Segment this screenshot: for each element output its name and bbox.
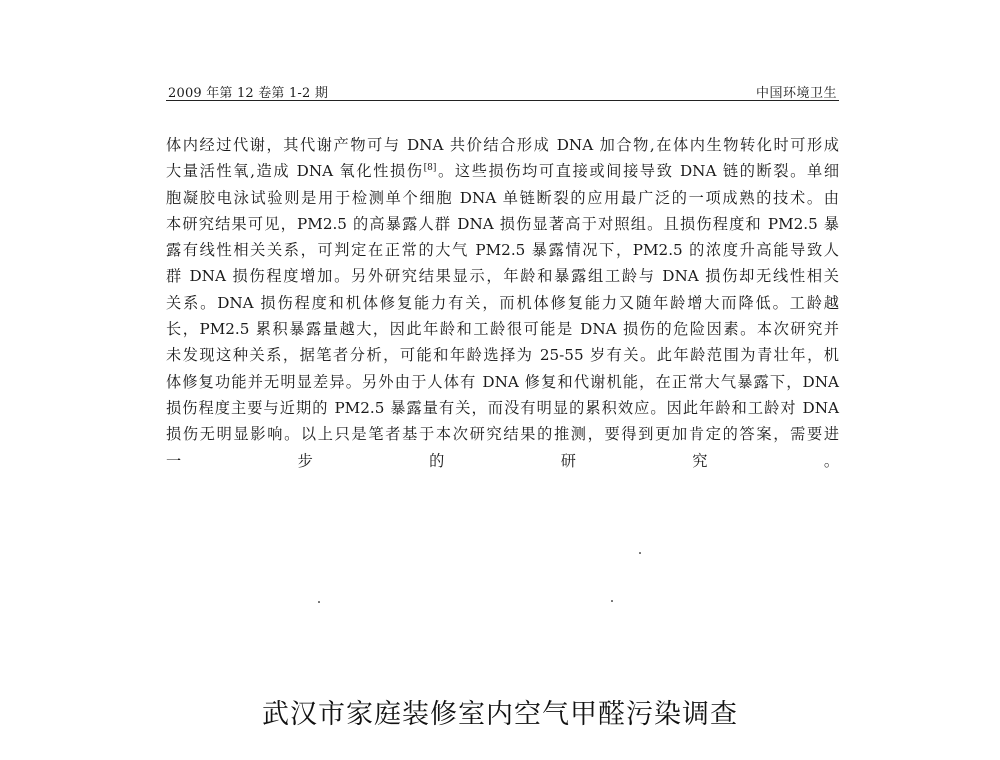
body-line-part: 大量活性氧,造成 DNA 氧化性损伤 bbox=[166, 162, 424, 181]
body-line: 露有线性相关关系，可判定在正常的大气 PM2.5 暴露情况下，PM2.5 的浓度升高能导致人 bbox=[166, 241, 839, 260]
scan-speck bbox=[611, 600, 613, 602]
body-line: 胞凝胶电泳试验则是用于检测单个细胞 DNA 单链断裂的应用最广泛的一项成熟的技术。由 bbox=[166, 188, 839, 207]
body-line: 损伤无明显影响。以上只是笔者基于本次研究结果的推测，要得到更加肯定的答案，需要进 bbox=[166, 425, 839, 444]
body-line: 本研究结果可见，PM2.5 的高暴露人群 DNA 损伤显著高于对照组。且损伤程度和 PM2.5 暴 bbox=[166, 214, 839, 233]
body-line: 一步的研究。 bbox=[166, 451, 839, 470]
body-line-part: 。这些损伤均可直接或间接导致 DNA 链的断裂。单细 bbox=[436, 162, 840, 181]
body-line: 体内经过代谢，其代谢产物可与 DNA 共价结合形成 DNA 加合物,在体内生物转化时可形成 bbox=[166, 136, 839, 154]
body-line: 损伤程度主要与近期的 PM2.5 暴露量有关，而没有明显的累积效应。因此年龄和工龄对 DNA bbox=[166, 398, 839, 417]
body-line: 未发现这种关系，据笔者分析，可能和年龄选择为 25-55 岁有关。此年龄范围为青壮年，机 bbox=[166, 346, 839, 365]
journal-name: 中国环境卫生 bbox=[755, 86, 837, 101]
body-line: 体修复功能并无明显差异。另外由于人体有 DNA 修复和代谢机能，在正常大气暴露下，DNA bbox=[166, 372, 839, 391]
scan-speck bbox=[639, 552, 641, 554]
body-line: 长，PM2.5 累积暴露量越大，因此年龄和工龄很可能是 DNA 损伤的危险因素。本次研究并 bbox=[166, 320, 839, 339]
next-article-title: 武汉市家庭装修室内空气甲醛污染调查 bbox=[262, 699, 738, 730]
running-header bbox=[166, 80, 839, 101]
body-line bbox=[166, 474, 839, 500]
body-line bbox=[166, 158, 839, 184]
citation-reference: [8] bbox=[423, 163, 437, 174]
journal-issue-label: 2009 年第 12 卷第 1-2 期 bbox=[168, 86, 329, 101]
scan-speck bbox=[318, 601, 320, 603]
body-line: 群 DNA 损伤程度增加。另外研究结果显示，年龄和暴露组工龄与 DNA 损伤却无线性相关 bbox=[166, 267, 839, 286]
body-line: 关系。DNA 损伤程度和机体修复能力有关，而机体修复能力又随年龄增大而降低。工龄越 bbox=[166, 293, 839, 312]
article-body-paragraph bbox=[166, 132, 839, 500]
